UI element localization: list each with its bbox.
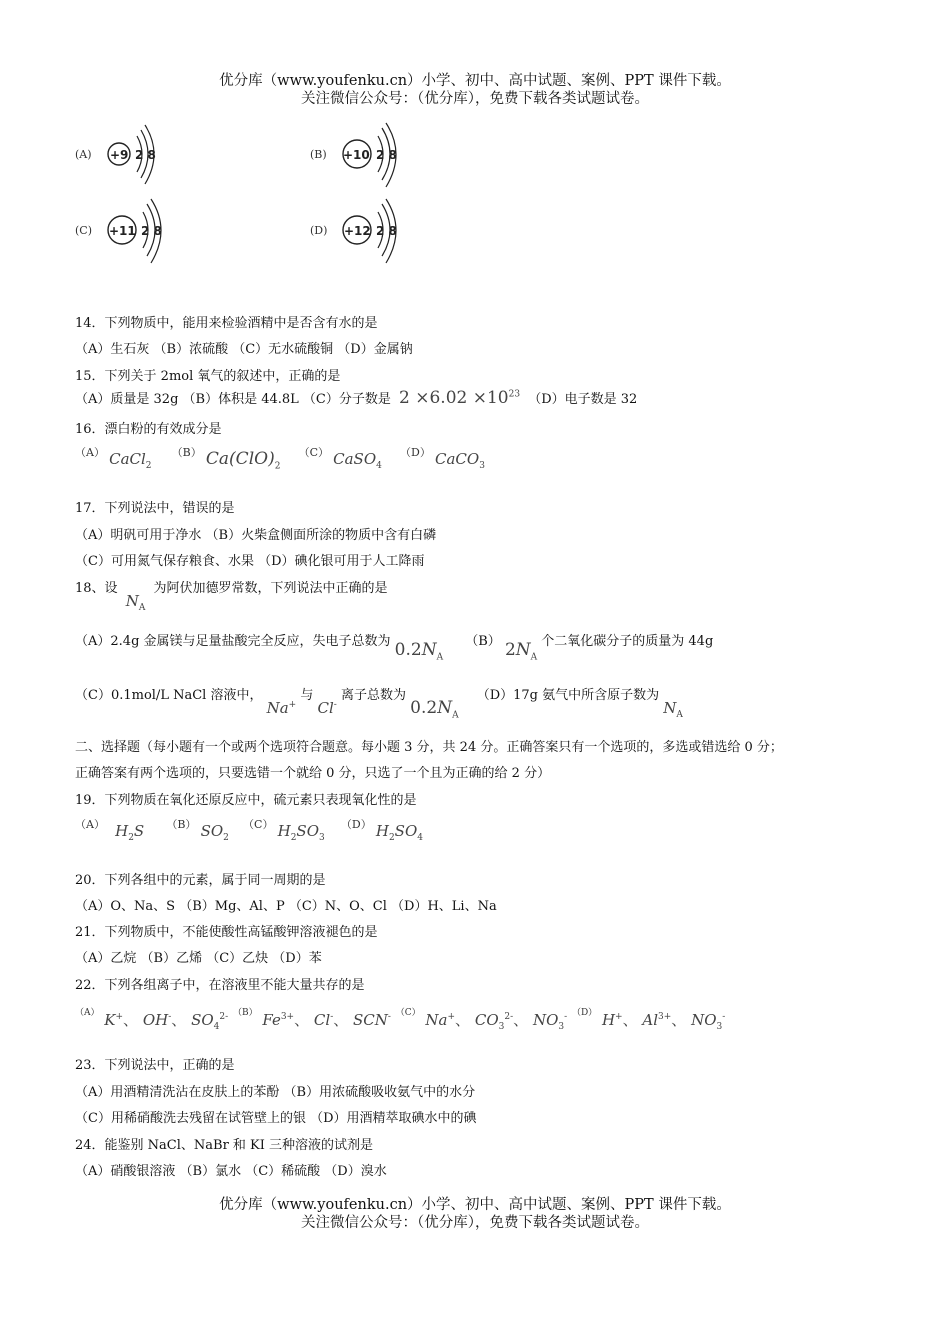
q22-ions-d: H+、 $Al^{3+}$、 $NO_3^-$ [601,1011,726,1032]
q16-formula-a: CaCl$_2$ [109,450,152,471]
q15-stem: 15．下列关于 2mol 氧气的叙述中，正确的是 [75,369,341,384]
svg-text:+11: +11 [109,224,136,238]
q23-stem: 23．下列说法中，正确的是 [75,1058,235,1073]
q18-options-cd: （C）0.1mol/L NaCl 溶液中， Na+ 与 Cl- 离子总数为 $0.2N_A$ （D）17g 氨气中所含原子数为 $N_A$ [75,688,683,721]
q18-value-c: $0.2N_A$ [410,698,459,721]
q19-formula-d: $H_2SO_4$ [375,822,423,843]
q16-formula-c: CaSO$_4$ [333,450,382,471]
footer-line-1: 优分库（www.youfenku.cn）小学、初中、高中试题、案例、PPT 课件下载。 [219,1197,731,1213]
svg-text:+12: +12 [344,224,371,238]
q24-options: （A）硝酸银溶液 （B）氯水 （C）稀硫酸 （D）溴水 [75,1164,387,1179]
q21-stem: 21．下列物质中，不能使酸性高锰酸钾溶液褪色的是 [75,925,378,940]
q22-stem: 22．下列各组离子中，在溶液里不能大量共存的是 [75,978,365,993]
atom-label: (D) [310,224,328,237]
atom-diagram-c [75,198,205,268]
atom-diagram-d [310,198,440,268]
q15-option-abc: （A）质量是 32g （B）体积是 44.8L （C）分子数是 [75,392,391,407]
atom-structure-icon [75,122,195,192]
q19-formula-b: $SO_2$ [200,822,229,843]
atom-diagram-b [310,122,440,192]
q22-ions-a: K+、 OH-、 $SO_4^{2-}$ [104,1011,229,1032]
svg-text:2 8: 2 8 [376,148,397,162]
q22-options: $^{(A)}$ K+、 OH-、 $SO_4^{2-}$ $^{(B)}$ $Fe^{3+}$、 Cl-、 SCN- $^{(C)}$ Na+、 $CO_3^{2-}$、 $NO_3^-$ $^{(D)}$ H+、 $Al^{3+}$、 $NO_3^-$ [75,1008,726,1032]
q24-stem: 24．能鉴别 NaCl、NaBr 和 KI 三种溶液的试剂是 [75,1138,374,1153]
q15-formula: $2 \times 6.02 \times 10^{23}$ [399,388,521,408]
q16-formula-d: CaCO$_3$ [434,450,485,471]
page-header [0,72,950,108]
q21-options: （A）乙烷 （B）乙烯 （C）乙炔 （D）苯 [75,951,322,966]
atom-label: (B) [310,148,327,161]
page-footer [0,1196,950,1232]
atom-label: (A) [75,148,92,161]
svg-text:2 8: 2 8 [376,224,397,238]
section2-instructions-1: 二、选择题（每小题有一个或两个选项符合题意。每小题 3 分，共 24 分。正确答案只有一个选项的，多选或错选给 0 分； [75,740,783,755]
q18-value-d: $N_A$ [663,699,683,720]
svg-text:+9: +9 [110,148,129,162]
footer-line-2: 关注微信公众号：（优分库），免费下载各类试题试卷。 [301,1215,649,1231]
q18-stem: 18、设 $N_A$ 为阿伏加德罗常数，下列说法中正确的是 [75,581,388,613]
q17-line2: （C）可用氮气保存粮食、水果 （D）碘化银可用于人工降雨 [75,554,425,569]
q17-stem: 17．下列说法中，错误的是 [75,501,235,516]
na-symbol: $N_A$ [125,592,146,613]
q15-option-d: （D）电子数是 32 [528,392,638,407]
na-ion: Na+ [266,699,297,717]
q23-line2: （C）用稀硝酸洗去残留在试管壁上的银 （D）用酒精萃取碘水中的碘 [75,1111,477,1126]
q16-formula-b: $Ca(ClO)_2$ [205,449,281,472]
atom-diagram-a [75,122,195,192]
cl-ion: Cl- [317,699,337,717]
q20-options: （A）O、Na、S （B）Mg、Al、P （C）N、O、Cl （D）H、Li、Na [75,899,497,914]
section2-instructions-2: 正确答案有两个选项的，只要选错一个就给 0 分，只选了一个且为正确的给 2 分） [75,766,551,781]
header-line-1: 优分库（www.youfenku.cn）小学、初中、高中试题、案例、PPT 课件下载。 [219,73,731,89]
q23-line1: （A）用酒精清洗沾在皮肤上的苯酚 （B）用浓硫酸吸收氨气中的水分 [75,1085,476,1100]
q18-value-a: $0.2N_A$ [394,640,444,663]
q16-options: $^{(A)}$ CaCl$_2$ $^{(B)}$ $Ca(ClO)_2$ $^{(C)}$ CaSO$_4$ $^{(D)}$ CaCO$_3$ [75,446,485,472]
q18-options-ab: （A）2.4g 金属镁与足量盐酸完全反应，失电子总数为 $0.2N_A$ （B） $2N_A$ 个二氧化碳分子的质量为 44g [75,634,714,663]
q20-stem: 20．下列各组中的元素，属于同一周期的是 [75,873,326,888]
q16-stem: 16．漂白粉的有效成分是 [75,422,222,437]
atom-label: (C) [75,224,92,237]
q15-options [75,388,637,408]
q19-formula-c: $H_2SO_3$ [277,822,325,843]
header-line-2: 关注微信公众号：（优分库），免费下载各类试题试卷。 [301,91,649,107]
q19-stem: 19．下列物质在氧化还原反应中，硫元素只表现氧化性的是 [75,793,417,808]
q22-ions-b: $Fe^{3+}$、 Cl-、 SCN- [262,1011,391,1029]
atom-structure-icon [75,198,205,268]
q19-formula-a: $H_2S$ [115,822,145,843]
svg-text:+10: +10 [343,148,370,162]
atom-structure-icon [310,122,440,192]
q17-line1: （A）明矾可用于净水 （B）火柴盒侧面所涂的物质中含有白磷 [75,528,437,543]
svg-text:2 8: 2 8 [135,148,156,162]
atom-structure-icon [310,198,440,268]
q22-ions-c: Na+、 $CO_3^{2-}$、 $NO_3^-$ [425,1011,568,1032]
q14-stem: 14．下列物质中，能用来检验酒精中是否含有水的是 [75,316,378,331]
q19-options: $^{(A)}$ $H_2S$ $^{(B)}$ $SO_2$ $^{(C)}$ $H_2SO_3$ $^{(D)}$ $H_2SO_4$ [75,818,423,843]
q14-options: （A）生石灰 （B）浓硫酸 （C）无水硫酸铜 （D）金属钠 [75,342,413,357]
svg-text:2 8: 2 8 [141,224,162,238]
q18-value-b: $2N_A$ [504,640,538,663]
